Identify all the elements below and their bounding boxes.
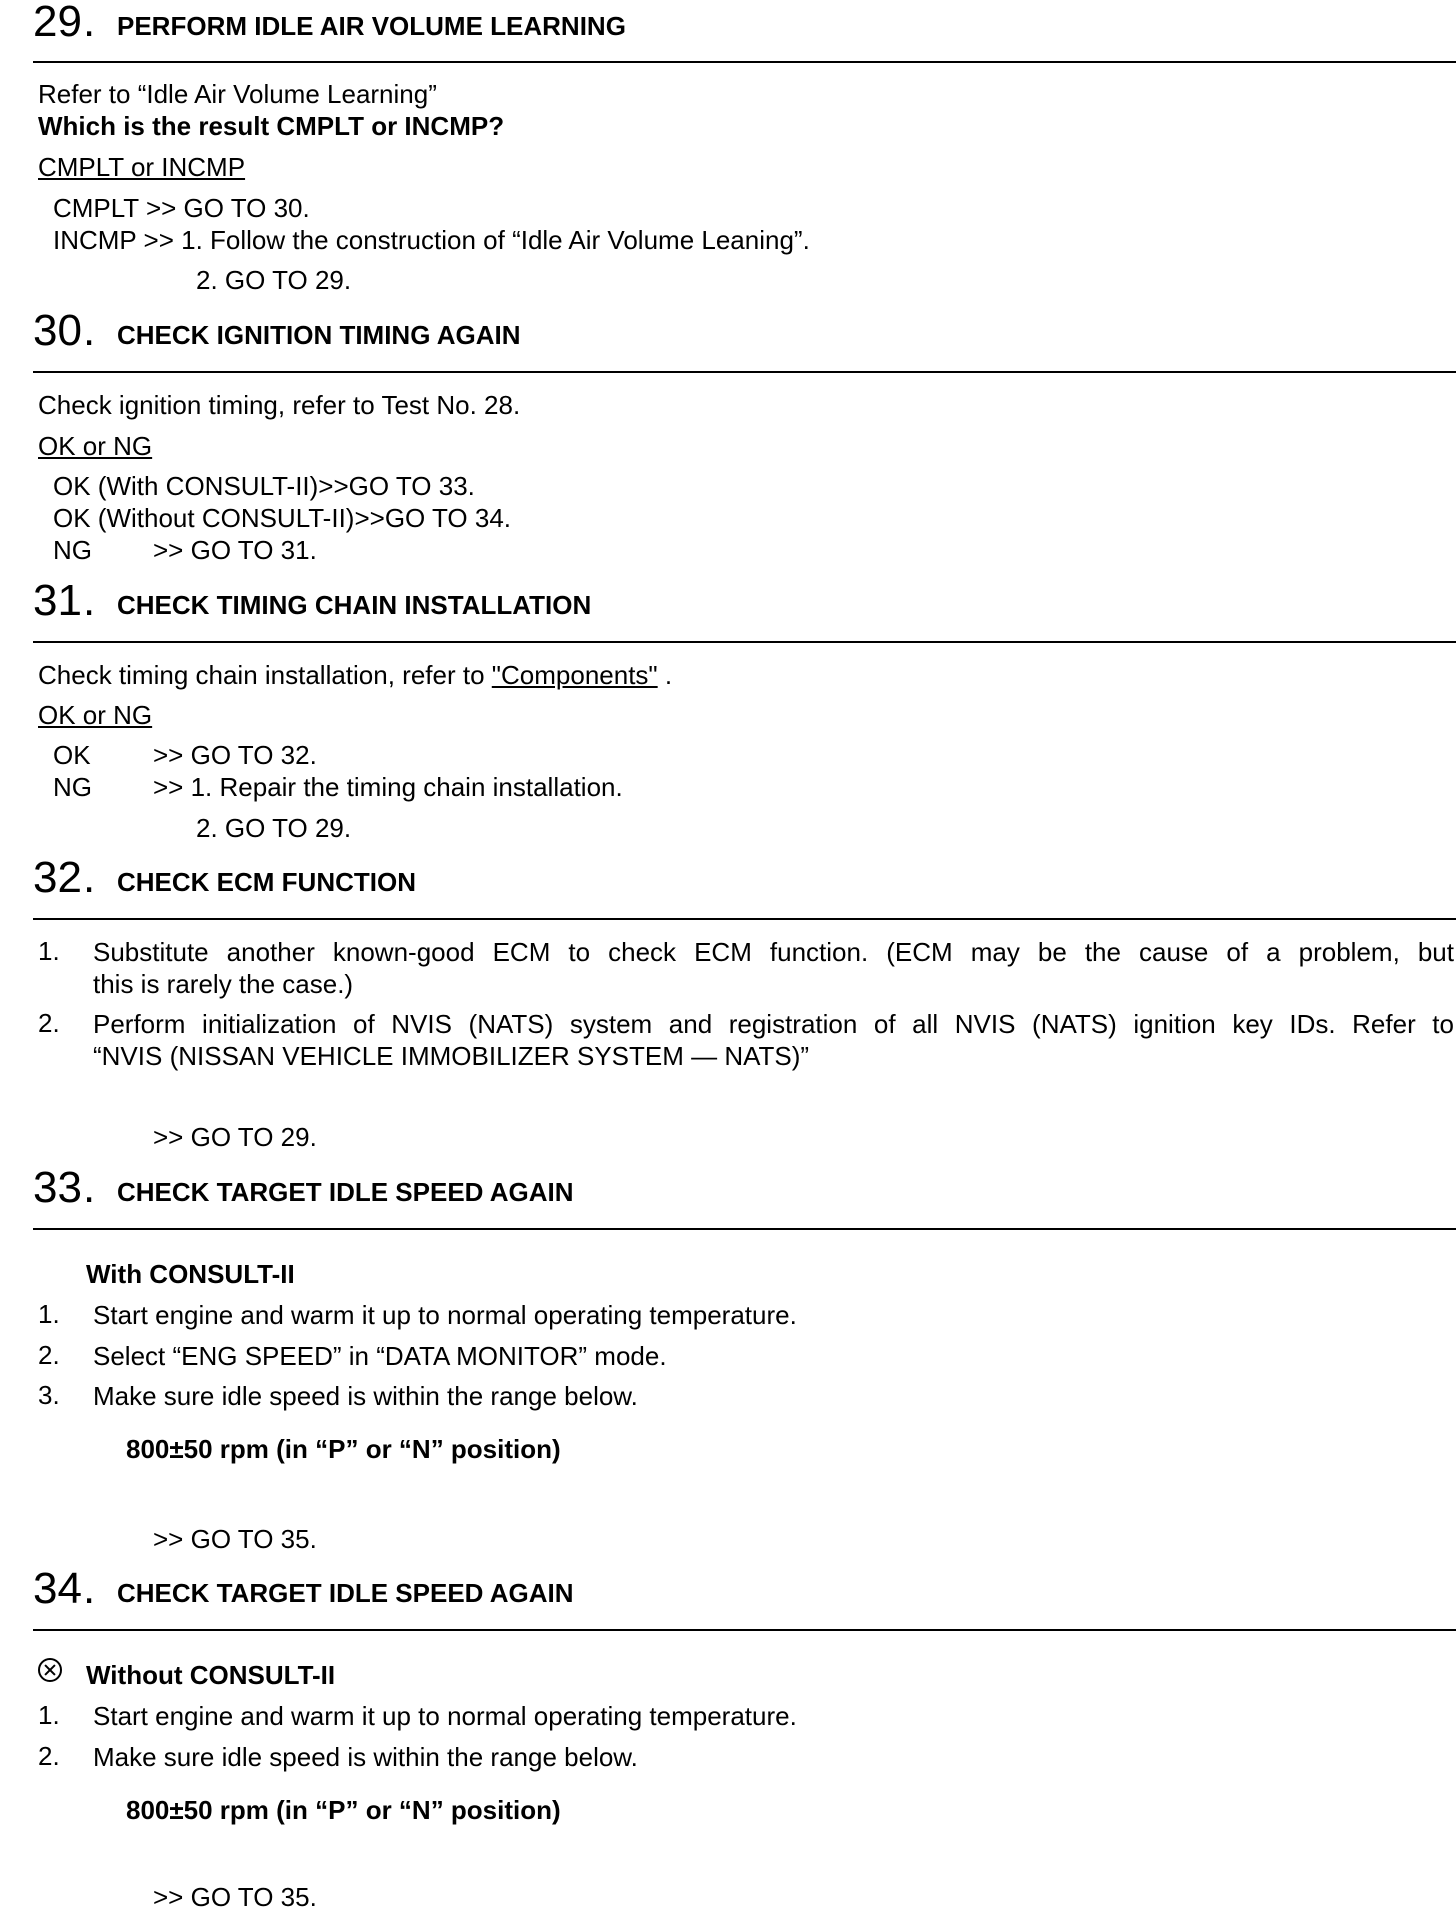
list-item-line: Perform initialization of NVIS (NATS) system and registration of all NVIS (NATS) ignition key IDs. Refer to (93, 1009, 1454, 1039)
step-number: 31 (33, 576, 82, 625)
step-title: CHECK TARGET IDLE SPEED AGAIN (117, 1177, 574, 1207)
step-number: 34 (33, 1564, 82, 1613)
result-option-label: NG (53, 535, 92, 565)
list-number: 1. (38, 1700, 60, 1730)
list-number: 3. (38, 1380, 60, 1410)
list-item-line: Substitute another known-good ECM to check ECM function. (ECM may be the cause of a problem, but (93, 937, 1454, 967)
no-consult-icon (38, 1658, 62, 1682)
idle-speed-spec: 800±50 rpm (in “P” or “N” position) (126, 1795, 561, 1825)
result-option-label: NG (53, 772, 92, 802)
step-number: 29 (33, 0, 82, 46)
step-title: PERFORM IDLE AIR VOLUME LEARNING (117, 11, 626, 41)
step-number: 32 (33, 853, 82, 902)
list-item-line: “NVIS (NISSAN VEHICLE IMMOBILIZER SYSTEM — NATS)” (93, 1041, 810, 1071)
step-number: 33 (33, 1163, 82, 1212)
result-option-action: >> GO TO 31. (153, 535, 317, 565)
divider (33, 61, 1456, 63)
step-33-header: 33 . CHECK TARGET IDLE SPEED AGAIN (33, 1163, 574, 1212)
idle-speed-spec: 800±50 rpm (in “P” or “N” position) (126, 1434, 561, 1464)
list-item-line: this is rarely the case.) (93, 969, 354, 999)
result-option-label: OK (53, 740, 91, 770)
result-option: INCMP >> 1. Follow the construction of “Idle Air Volume Leaning”. (53, 225, 810, 255)
result-heading: CMPLT or INCMP (38, 152, 246, 182)
list-item-line: Select “ENG SPEED” in “DATA MONITOR” mode. (93, 1341, 667, 1371)
step-number: 30 (33, 306, 82, 355)
list-number: 2. (38, 1741, 60, 1771)
step-text: Check ignition timing, refer to Test No. 28. (38, 390, 521, 420)
divider (33, 1228, 1456, 1230)
step-text: Refer to “Idle Air Volume Learning” (38, 79, 437, 109)
result-heading: OK or NG (38, 431, 153, 461)
result-substep: 2. GO TO 29. (196, 813, 352, 843)
list-item-line: Make sure idle speed is within the range below. (93, 1381, 638, 1411)
list-number: 1. (38, 936, 60, 966)
result-option: CMPLT >> GO TO 30. (53, 193, 310, 223)
procedure-subheading: With CONSULT-II (86, 1259, 295, 1289)
step-31-header: 31 . CHECK TIMING CHAIN INSTALLATION (33, 576, 592, 625)
list-number: 1. (38, 1299, 60, 1329)
step-29-header: 29 . PERFORM IDLE AIR VOLUME LEARNING (33, 0, 626, 46)
components-link[interactable]: "Components" (491, 660, 658, 690)
result-action: >> GO TO 29. (153, 1122, 317, 1152)
step-title: CHECK ECM FUNCTION (117, 867, 416, 897)
step-question: Which is the result CMPLT or INCMP? (38, 111, 505, 141)
step-34-header: 34 . CHECK TARGET IDLE SPEED AGAIN (33, 1564, 574, 1613)
step-text: Check timing chain installation, refer to "Components" . (38, 660, 673, 690)
step-32-header: 32 . CHECK ECM FUNCTION (33, 853, 416, 902)
step-title: CHECK TARGET IDLE SPEED AGAIN (117, 1578, 574, 1608)
list-number: 2. (38, 1340, 60, 1370)
divider (33, 918, 1456, 920)
step-title: CHECK IGNITION TIMING AGAIN (117, 320, 521, 350)
result-action: >> GO TO 35. (153, 1882, 317, 1912)
list-item-line: Make sure idle speed is within the range below. (93, 1742, 638, 1772)
divider (33, 1629, 1456, 1631)
result-option: OK (With CONSULT-II)>>GO TO 33. (53, 471, 475, 501)
procedure-subheading: Without CONSULT-II (86, 1660, 336, 1690)
result-option-action: >> GO TO 32. (153, 740, 317, 770)
result-option: OK (Without CONSULT-II)>>GO TO 34. (53, 503, 512, 533)
step-title: CHECK TIMING CHAIN INSTALLATION (117, 590, 592, 620)
list-number: 2. (38, 1008, 60, 1038)
list-item-line: Start engine and warm it up to normal operating temperature. (93, 1300, 797, 1330)
divider (33, 641, 1456, 643)
list-item-line: Start engine and warm it up to normal operating temperature. (93, 1701, 797, 1731)
result-option-action: >> 1. Repair the timing chain installation. (153, 772, 623, 802)
divider (33, 371, 1456, 373)
result-heading: OK or NG (38, 700, 153, 730)
result-action: >> GO TO 35. (153, 1524, 317, 1554)
result-substep: 2. GO TO 29. (196, 265, 352, 295)
step-30-header: 30 . CHECK IGNITION TIMING AGAIN (33, 306, 521, 355)
